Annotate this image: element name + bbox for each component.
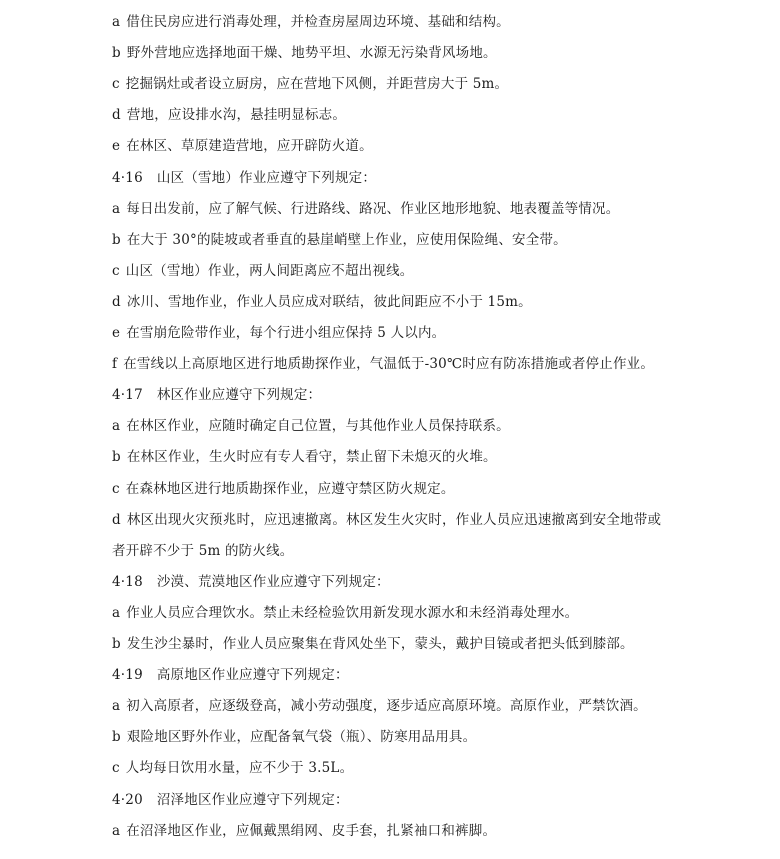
item-letter: f [112,356,118,373]
list-item [112,324,672,342]
item-letter: b [112,231,121,248]
section-number: 4·17 [112,387,143,404]
item-text: 林区出现火灾预兆时，应迅速撤离。林区发生火灾时，作业人员应迅速撤离到安全地带或 [126,511,662,528]
list-item [112,231,672,249]
list-item [112,75,672,93]
item-letter: a [112,14,121,30]
item-letter: a [112,418,121,435]
item-letter: e [112,138,121,155]
item-text: 在雪崩危险带作业，每个行进小组应保持 5 人以内。 [126,325,446,341]
item-text: 在雪线以上高原地区进行地质勘探作业，气温低于-30℃时应有防冻措施或者停止作业。 [123,356,655,373]
item-letter: d [112,107,121,124]
list-item [112,13,672,31]
section-heading [112,791,672,809]
item-letter: a [112,698,121,715]
list-item [112,604,672,622]
item-letter: c [112,262,120,279]
item-text: 艰险地区野外作业，应配备氧气袋（瓶）、防寒用品用具。 [126,729,477,746]
item-letter: a [112,604,121,621]
list-item [112,137,672,155]
item-letter: b [112,45,121,62]
item-letter: d [112,293,121,310]
item-text: 冰川、雪地作业，作业人员应成对联结，彼此间距应不小于 15m。 [126,293,532,310]
item-letter: b [112,729,121,746]
item-text: 在林区作业，应随时确定自己位置，与其他作业人员保持联系。 [126,418,510,435]
list-item [112,480,672,498]
item-text: 营地，应设排水沟，悬挂明显标志。 [126,107,347,124]
item-letter: b [112,636,121,652]
list-item [112,293,672,311]
item-text: 在沼泽地区作业，应佩戴黑绢网、皮手套，扎紧袖口和裤脚。 [126,822,497,839]
section-number: 4·20 [112,791,143,808]
item-text: 在林区、草原建造营地，应开辟防火道。 [126,138,373,155]
section-heading [112,666,672,684]
section-heading [112,386,672,404]
item-text: 在森林地区进行地质勘探作业，应遵守禁区防火规定。 [125,480,455,497]
list-item [112,697,672,715]
section-title: 山区（雪地）作业应遵守下列规定： [156,169,377,186]
item-letter: b [112,449,121,466]
list-item-continuation [112,542,672,560]
section-heading [112,573,672,591]
item-text: 发生沙尘暴时，作业人员应聚集在背风处坐下，蒙头，戴护目镜或者把头低到膝部。 [126,636,634,652]
list-item [112,511,672,529]
section-number: 4·18 [112,573,143,590]
item-text: 借住民房应进行消毒处理，并检查房屋周边环境、基础和结构。 [126,14,510,30]
section-heading [112,169,672,187]
item-text: 人均每日饮用水量，应不少于 3.5L。 [125,760,354,777]
list-item [112,448,672,466]
item-text: 者开辟不少于 5m 的防火线。 [112,542,294,559]
section-title: 林区作业应遵守下列规定： [156,387,322,404]
item-text: 野外营地应选择地面干燥、地势平坦、水源无污染背风场地。 [126,45,497,62]
item-letter: a [112,200,121,217]
list-item [112,635,672,653]
list-item [112,44,672,62]
item-text: 山区（雪地）作业，两人间距离应不超出视线。 [125,262,414,279]
section-title: 沙漠、荒漠地区作业应遵守下列规定： [156,573,390,590]
item-letter: e [112,325,121,341]
section-title: 高原地区作业应遵守下列规定： [156,667,349,684]
list-item [112,417,672,435]
section-number: 4·19 [112,667,143,684]
list-item [112,822,672,840]
item-text: 作业人员应合理饮水。禁止未经检验饮用新发现水源水和未经消毒处理水。 [126,604,579,621]
item-text: 初入高原者，应逐级登高，减小劳动强度，逐步适应高原环境。高原作业，严禁饮酒。 [126,698,647,715]
list-item [112,262,672,280]
item-text: 每日出发前，应了解气候、行进路线、路况、作业区地形地貌、地表覆盖等情况。 [126,200,620,217]
list-item [112,200,672,218]
item-letter: c [112,760,120,777]
list-item [112,759,672,777]
list-item [112,355,672,373]
item-text: 在大于 30°的陡坡或者垂直的悬崖峭壁上作业，应使用保险绳、安全带。 [126,231,567,248]
list-item [112,106,672,124]
item-text: 挖掘锅灶或者设立厨房，应在营地下风侧，并距营房大于 5m。 [125,76,509,93]
item-letter: c [112,480,120,497]
section-number: 4·16 [112,169,143,186]
item-letter: d [112,511,121,528]
item-text: 在林区作业，生火时应有专人看守，禁止留下未熄灭的火堆。 [126,449,497,466]
list-item [112,728,672,746]
item-letter: a [112,822,121,839]
item-letter: c [112,76,120,93]
section-title: 沼泽地区作业应遵守下列规定： [156,791,349,808]
